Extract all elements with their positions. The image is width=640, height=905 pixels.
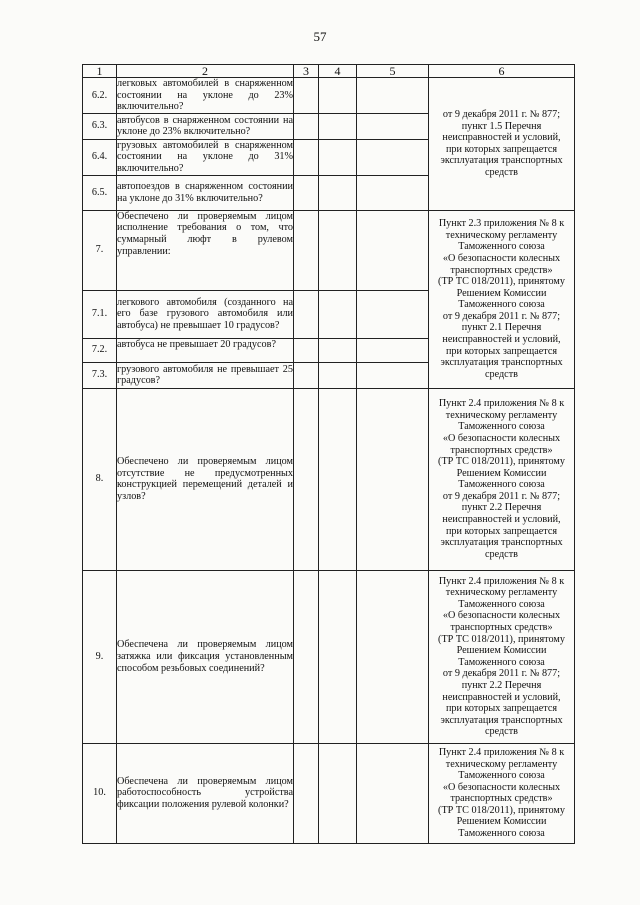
reference-line: от 9 декабря 2011 г. № 877; bbox=[442, 490, 561, 502]
empty-cell bbox=[319, 362, 357, 388]
reference-line: неисправностей и условий, bbox=[442, 334, 561, 346]
reference-line: эксплуатация транспортных bbox=[440, 357, 563, 369]
empty-cell bbox=[357, 210, 429, 290]
table-row bbox=[83, 210, 575, 290]
reference-line: средств bbox=[485, 726, 518, 738]
reference-line: «О безопасности колесных bbox=[442, 252, 561, 264]
reference-cell bbox=[429, 210, 575, 388]
reference-line: Решением Комиссии bbox=[456, 467, 547, 479]
checklist-table bbox=[82, 64, 575, 844]
row-number: 10. bbox=[83, 743, 117, 843]
row-number: 7. bbox=[83, 210, 117, 290]
reference-line: при которых запрещается bbox=[445, 525, 558, 537]
row-question: автобуса не превышает 20 градусов? bbox=[117, 338, 294, 362]
row-question: грузовых автомобилей в снаряженном состоянии на уклоне до 31% включительно? bbox=[117, 139, 293, 175]
reference-line: транспортных средств» bbox=[450, 264, 553, 276]
reference-line: Таможенного союза bbox=[458, 656, 545, 668]
empty-cell bbox=[294, 362, 319, 388]
empty-cell bbox=[294, 338, 319, 362]
reference-line: при которых запрещается bbox=[445, 703, 558, 715]
reference-line: пункт 2.2 Перечня bbox=[461, 502, 542, 514]
empty-cell bbox=[319, 743, 357, 843]
header-cell: 2 bbox=[117, 65, 294, 78]
row-question: Обеспечена ли проверяемым лицом работоспособность устройства фиксации положения рулевой колонки? bbox=[117, 743, 294, 843]
reference-line: пункт 2.1 Перечня bbox=[461, 322, 542, 334]
row-number: 6.3. bbox=[83, 113, 117, 139]
empty-cell bbox=[294, 743, 319, 843]
empty-cell bbox=[319, 290, 357, 338]
reference-line: транспортных средств» bbox=[450, 444, 553, 456]
row-number: 6.2. bbox=[83, 78, 117, 114]
reference-line: Таможенного союза bbox=[458, 299, 545, 311]
row-number: 7.2. bbox=[83, 338, 117, 362]
empty-cell bbox=[319, 78, 357, 114]
page-number: 57 bbox=[313, 29, 327, 44]
row-number: 8. bbox=[83, 388, 117, 570]
reference-line: Решением Комиссии bbox=[456, 816, 547, 828]
empty-cell bbox=[319, 139, 357, 175]
table-row bbox=[83, 743, 575, 843]
row-question: автопоездов в снаряженном состоянии на уклоне до 31% включительно? bbox=[117, 175, 294, 210]
empty-cell bbox=[357, 388, 429, 570]
reference-line: «О безопасности колесных bbox=[442, 781, 561, 793]
empty-cell bbox=[294, 139, 319, 175]
reference-line: техническому регламенту bbox=[445, 229, 558, 241]
reference-line: Таможенного союза bbox=[458, 241, 545, 253]
reference-line: Решением Комиссии bbox=[456, 287, 547, 299]
reference-line: техническому регламенту bbox=[445, 758, 558, 770]
reference-line: Пункт 2.4 приложения № 8 к bbox=[438, 746, 565, 758]
empty-cell bbox=[357, 743, 429, 843]
reference-line: Таможенного союза bbox=[458, 828, 545, 840]
empty-cell bbox=[294, 175, 319, 210]
reference-line: Таможенного союза bbox=[458, 421, 545, 433]
row-number: 7.1. bbox=[83, 290, 117, 338]
reference-line: Таможенного союза bbox=[458, 598, 545, 610]
reference-line: неисправностей и условий, bbox=[442, 691, 561, 703]
empty-cell bbox=[294, 210, 319, 290]
row-question: легковых автомобилей в снаряженном состоянии на уклоне до 23% включительно? bbox=[117, 78, 293, 113]
reference-line: (ТР ТС 018/2011), принятому bbox=[438, 456, 565, 468]
header-cell: 4 bbox=[319, 65, 357, 78]
reference-line: от 9 декабря 2011 г. № 877; bbox=[442, 310, 561, 322]
empty-cell bbox=[357, 570, 429, 743]
reference-line: (ТР ТС 018/2011), принятому bbox=[438, 633, 565, 645]
reference-line: эксплуатация транспортных bbox=[440, 714, 563, 726]
row-question: автобусов в снаряженном состоянии на уклоне до 23% включительно? bbox=[117, 114, 293, 138]
reference-line: средств bbox=[485, 368, 518, 380]
reference-line: от 9 декабря 2011 г. № 877; bbox=[442, 668, 561, 680]
reference-line: транспортных средств» bbox=[450, 793, 553, 805]
reference-cell bbox=[429, 388, 575, 570]
empty-cell bbox=[357, 113, 429, 139]
reference-line: техническому регламенту bbox=[445, 409, 558, 421]
reference-line: Пункт 2.4 приложения № 8 к bbox=[438, 575, 565, 587]
reference-line: (ТР ТС 018/2011), принятому bbox=[438, 276, 565, 288]
reference-line: неисправностей и условий, bbox=[442, 132, 561, 144]
reference-line: Пункт 2.3 приложения № 8 к bbox=[438, 218, 565, 230]
reference-line: неисправностей и условий, bbox=[442, 514, 561, 526]
empty-cell bbox=[294, 570, 319, 743]
reference-line: Таможенного союза bbox=[458, 479, 545, 491]
reference-cell bbox=[429, 78, 575, 211]
reference-line: Таможенного союза bbox=[458, 770, 545, 782]
empty-cell bbox=[319, 388, 357, 570]
empty-cell bbox=[319, 338, 357, 362]
reference-line: техническому регламенту bbox=[445, 587, 558, 599]
row-question: грузового автомобиля не превышает 25 градусов? bbox=[117, 363, 293, 387]
reference-line: эксплуатация транспортных bbox=[440, 537, 563, 549]
header-cell: 3 bbox=[294, 65, 319, 78]
row-number: 9. bbox=[83, 570, 117, 743]
reference-line: (ТР ТС 018/2011), принятому bbox=[438, 804, 565, 816]
reference-line: пункт 1.5 Перечня bbox=[461, 120, 542, 132]
reference-line: средств bbox=[485, 548, 518, 560]
row-number: 6.5. bbox=[83, 175, 117, 210]
reference-line: эксплуатация транспортных bbox=[440, 155, 563, 167]
reference-line: при которых запрещается bbox=[445, 345, 558, 357]
reference-line: при которых запрещается bbox=[445, 143, 558, 155]
reference-line: Решением Комиссии bbox=[456, 645, 547, 657]
table-row bbox=[83, 570, 575, 743]
reference-cell bbox=[429, 570, 575, 743]
header-cell: 6 bbox=[429, 65, 575, 78]
row-question: Обеспечено ли проверяемым лицом исполнение требования о том, что суммарный люфт в рулевом управлении: bbox=[117, 210, 294, 290]
row-number: 7.3. bbox=[83, 362, 117, 388]
empty-cell bbox=[357, 78, 429, 114]
empty-cell bbox=[357, 362, 429, 388]
reference-line: «О безопасности колесных bbox=[442, 432, 561, 444]
empty-cell bbox=[319, 570, 357, 743]
row-question: Обеспечено ли проверяемым лицом отсутствие не предусмотренных конструкцией перемещений деталей и узлов? bbox=[117, 388, 294, 570]
empty-cell bbox=[319, 210, 357, 290]
header-row bbox=[83, 65, 575, 78]
reference-line: Пункт 2.4 приложения № 8 к bbox=[438, 398, 565, 410]
reference-line: от 9 декабря 2011 г. № 877; bbox=[442, 109, 561, 121]
row-question: легкового автомобиля (созданного на его базе грузового автомобиля или автобуса) не превышает 10 градусов? bbox=[117, 290, 294, 338]
empty-cell bbox=[294, 78, 319, 114]
empty-cell bbox=[357, 139, 429, 175]
empty-cell bbox=[294, 290, 319, 338]
row-number: 6.4. bbox=[83, 139, 117, 175]
table-row bbox=[83, 78, 575, 114]
empty-cell bbox=[319, 113, 357, 139]
reference-line: транспортных средств» bbox=[450, 622, 553, 633]
empty-cell bbox=[357, 175, 429, 210]
empty-cell bbox=[294, 388, 319, 570]
table-row bbox=[83, 388, 575, 570]
empty-cell bbox=[357, 290, 429, 338]
reference-line: «О безопасности колесных bbox=[442, 610, 561, 622]
empty-cell bbox=[294, 113, 319, 139]
row-question: Обеспечена ли проверяемым лицом затяжка или фиксация установленным способом резьбовых соединений? bbox=[117, 570, 294, 743]
reference-line: средств bbox=[485, 167, 518, 179]
empty-cell bbox=[357, 338, 429, 362]
reference-cell bbox=[429, 743, 575, 843]
reference-line: пункт 2.2 Перечня bbox=[461, 679, 542, 691]
empty-cell bbox=[319, 175, 357, 210]
header-cell: 1 bbox=[83, 65, 117, 78]
header-cell: 5 bbox=[357, 65, 429, 78]
